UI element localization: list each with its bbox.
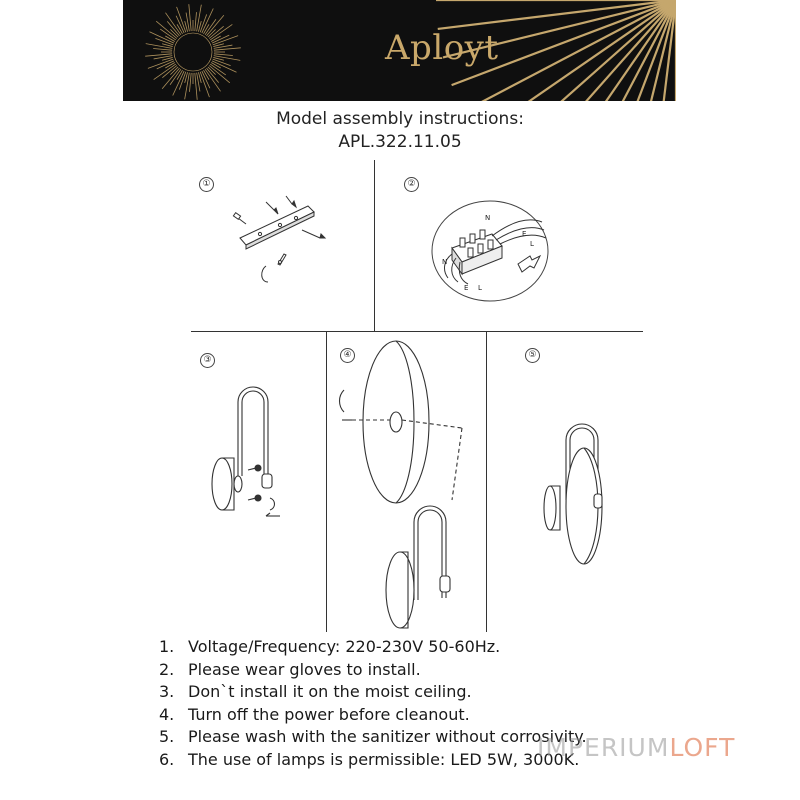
page-title: Model assembly instructions: [276,109,524,129]
divider-vertical-top [374,160,375,332]
divider-vertical-left [326,332,327,632]
divider-horizontal [191,331,643,332]
divider-vertical-right [486,332,487,632]
step-number-5: ⑤ [525,348,540,363]
brand-logo: Aployt [385,28,499,68]
instruction-item [159,636,587,659]
watermark [537,733,735,762]
wire-label-e-bottom: E [464,284,469,292]
step-number-2: ② [404,177,419,192]
instruction-item [159,749,587,772]
step-1-mounting-plate-diagram [230,190,340,300]
model-number: APL.322.11.05 [338,132,462,152]
wire-label-l-top: L [530,240,534,248]
instruction-text: Please wear gloves to install. [188,659,421,679]
instruction-item [159,704,587,727]
step-5-final-assembly-diagram [538,420,628,570]
instruction-item [159,681,587,704]
wire-label-n-bottom: N [442,258,448,266]
wire-label-e-top: E [522,230,527,238]
instruction-number: 6. [159,749,175,769]
step-number-1: ① [199,177,214,192]
instructions-list [159,636,587,771]
instruction-number: 1. [159,637,175,656]
instruction-item [159,726,587,749]
instruction-text: Don`t install it on the moist ceiling. [188,682,472,701]
brand-banner [123,0,676,101]
instruction-number: 5. [159,727,175,746]
step-3-arm-assembly-diagram [200,380,310,530]
step-number-3: ③ [200,353,215,368]
instruction-text: Turn off the power before cleanout. [188,704,470,724]
step-4-shade-assembly-diagram [334,340,484,630]
instruction-text: Please wash with the sanitizer without corrosivity. [188,727,587,746]
watermark-part-2: LOFT [669,733,736,762]
watermark-part-1: IMPERIUM [537,733,670,762]
step-number-4: ④ [340,348,355,363]
wire-label-l-bottom: L [478,284,482,292]
wire-label-n-top: N [485,214,491,222]
instruction-text: Voltage/Frequency: 220-230V 50-60Hz. [188,637,501,656]
instruction-number: 2. [159,659,175,679]
instruction-item [159,659,587,682]
instruction-text: The use of lamps is permissible: LED 5W, 3000K. [188,749,580,769]
instruction-number: 4. [159,704,175,724]
instruction-number: 3. [159,682,175,701]
step-2-wiring-diagram [430,196,555,306]
